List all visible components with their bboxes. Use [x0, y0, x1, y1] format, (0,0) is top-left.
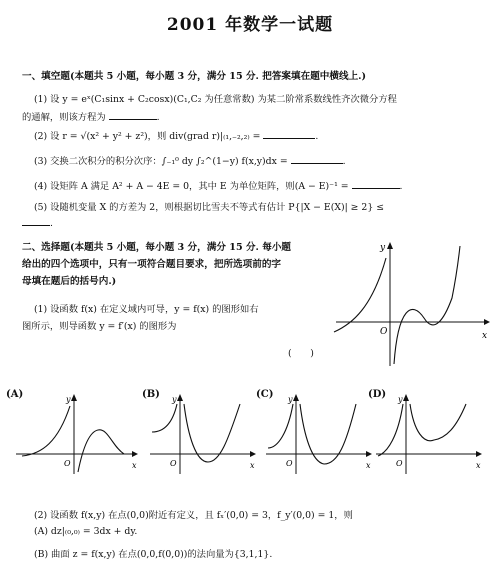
x-axis-label: x: [476, 461, 481, 470]
fill-q2-line: (2) 设 r = √(x² + y² + z²)，则 div(grad r)|₍₁,₋₂,₂₎ = .: [34, 131, 319, 142]
y-axis-arrow-icon: [177, 394, 183, 401]
curve-right-branch: [394, 246, 460, 364]
x-axis-label: x: [366, 461, 371, 470]
choice-q1-line2: 图所示，则导函数 y = f′(x) 的图形为: [22, 321, 177, 332]
answer-blank[interactable]: [263, 129, 315, 139]
x-axis-arrow-icon: [484, 319, 490, 325]
y-axis-arrow-icon: [387, 242, 393, 249]
choice-q2-line: (2) 设函数 f(x,y) 在点(0,0)附近有定义，且 fₓ′(0,0) = 3，f_y′(0,0) = 1，则: [34, 510, 353, 521]
x-axis-arrow-icon: [132, 451, 138, 457]
y-axis-arrow-icon: [403, 394, 409, 401]
answer-blank[interactable]: [109, 110, 157, 120]
x-axis-arrow-icon: [250, 451, 256, 457]
choice-q2-option-b[interactable]: (B) 曲面 z = f(x,y) 在点(0,0,f(0,0))的法向量为{3,1,1}.: [34, 549, 273, 560]
fill-q4-text: (4) 设矩阵 A 满足 A² + A − 4E = 0，其中 E 为单位矩阵，则(A − E)⁻¹ =: [34, 181, 349, 192]
fill-q1-text: 的通解，则该方程为: [22, 112, 106, 123]
x-axis-label: x: [250, 461, 255, 470]
origin-label: O: [64, 459, 71, 468]
option-d-graph[interactable]: [372, 392, 484, 476]
y-axis-arrow-icon: [71, 394, 77, 401]
fill-q2-text: (2) 设 r = √(x² + y² + z²)，则 div(grad r)|₍₁,₋₂,₂₎ =: [34, 131, 261, 142]
x-axis-label: x: [482, 331, 488, 341]
page-title: 2001 年数学一试题: [166, 15, 334, 35]
y-axis-label: y: [398, 395, 403, 404]
choice-q2-option-a[interactable]: (A) dz|₍₀,₀₎ = 3dx + dy.: [34, 526, 138, 537]
option-a-graph[interactable]: [12, 392, 140, 476]
fill-q3-line: (3) 交换二次积分的积分次序：∫₋₁⁰ dy ∫₂^(1−y) f(x,y)dx = .: [34, 156, 346, 167]
origin-label: O: [170, 459, 177, 468]
section2-heading-1: 二、选择题(本题共 5 小题，每小题 3 分，满分 15 分. 每小题: [22, 242, 292, 253]
section1-heading: 一、填空题(本题共 5 小题，每小题 3 分，满分 15 分. 把答案填在题中横线上.): [22, 71, 367, 82]
option-b-label[interactable]: (B): [142, 389, 160, 400]
section2-heading-3: 母填在题后的括号内.): [22, 276, 117, 287]
origin-label: O: [380, 327, 388, 337]
y-axis-arrow-icon: [293, 394, 299, 401]
fill-q1-line1: (1) 设 y = eˣ(C₁sinx + C₂cosx)(C₁,C₂ 为任意常数) 为某二阶常系数线性齐次微分方程: [34, 94, 397, 105]
main-function-graph: [332, 238, 492, 370]
curve-left-branch: [334, 258, 386, 332]
origin-label: O: [396, 459, 403, 468]
origin-label: O: [286, 459, 293, 468]
x-axis-arrow-icon: [476, 451, 482, 457]
option-a-label[interactable]: (A): [6, 389, 24, 400]
option-c-label[interactable]: (C): [256, 389, 274, 400]
answer-blank[interactable]: [352, 179, 400, 189]
answer-blank[interactable]: [291, 154, 343, 164]
fill-q5-line: (5) 设随机变量 X 的方差为 2，则根据切比雪夫不等式有估计 P{|X − E(X)| ≥ 2} ≤: [34, 202, 384, 213]
y-axis-label: y: [288, 395, 293, 404]
choice-q1-line1: (1) 设函数 f(x) 在定义域内可导，y = f(x) 的图形如右: [34, 304, 259, 315]
x-axis-label: x: [132, 461, 137, 470]
answer-paren[interactable]: ( ): [288, 348, 314, 359]
answer-blank[interactable]: [22, 216, 50, 226]
fill-q5-blank-line: .: [22, 216, 53, 229]
section2-heading-2: 给出的四个选项中，只有一项符合题目要求，把所选项前的字: [22, 259, 282, 270]
fill-q4-line: (4) 设矩阵 A 满足 A² + A − 4E = 0，其中 E 为单位矩阵，则(A − E)⁻¹ = .: [34, 181, 403, 192]
option-d-label[interactable]: (D): [368, 389, 387, 400]
fill-q3-text: (3) 交换二次积分的积分次序：∫₋₁⁰ dy ∫₂^(1−y) f(x,y)dx =: [34, 156, 288, 167]
fill-q1-line2: 的通解，则该方程为 .: [22, 112, 160, 123]
y-axis-label: y: [66, 395, 71, 404]
option-b-graph[interactable]: [146, 392, 258, 476]
y-axis-label: y: [172, 395, 177, 404]
y-axis-label: y: [380, 243, 386, 253]
option-c-graph[interactable]: [262, 392, 374, 476]
